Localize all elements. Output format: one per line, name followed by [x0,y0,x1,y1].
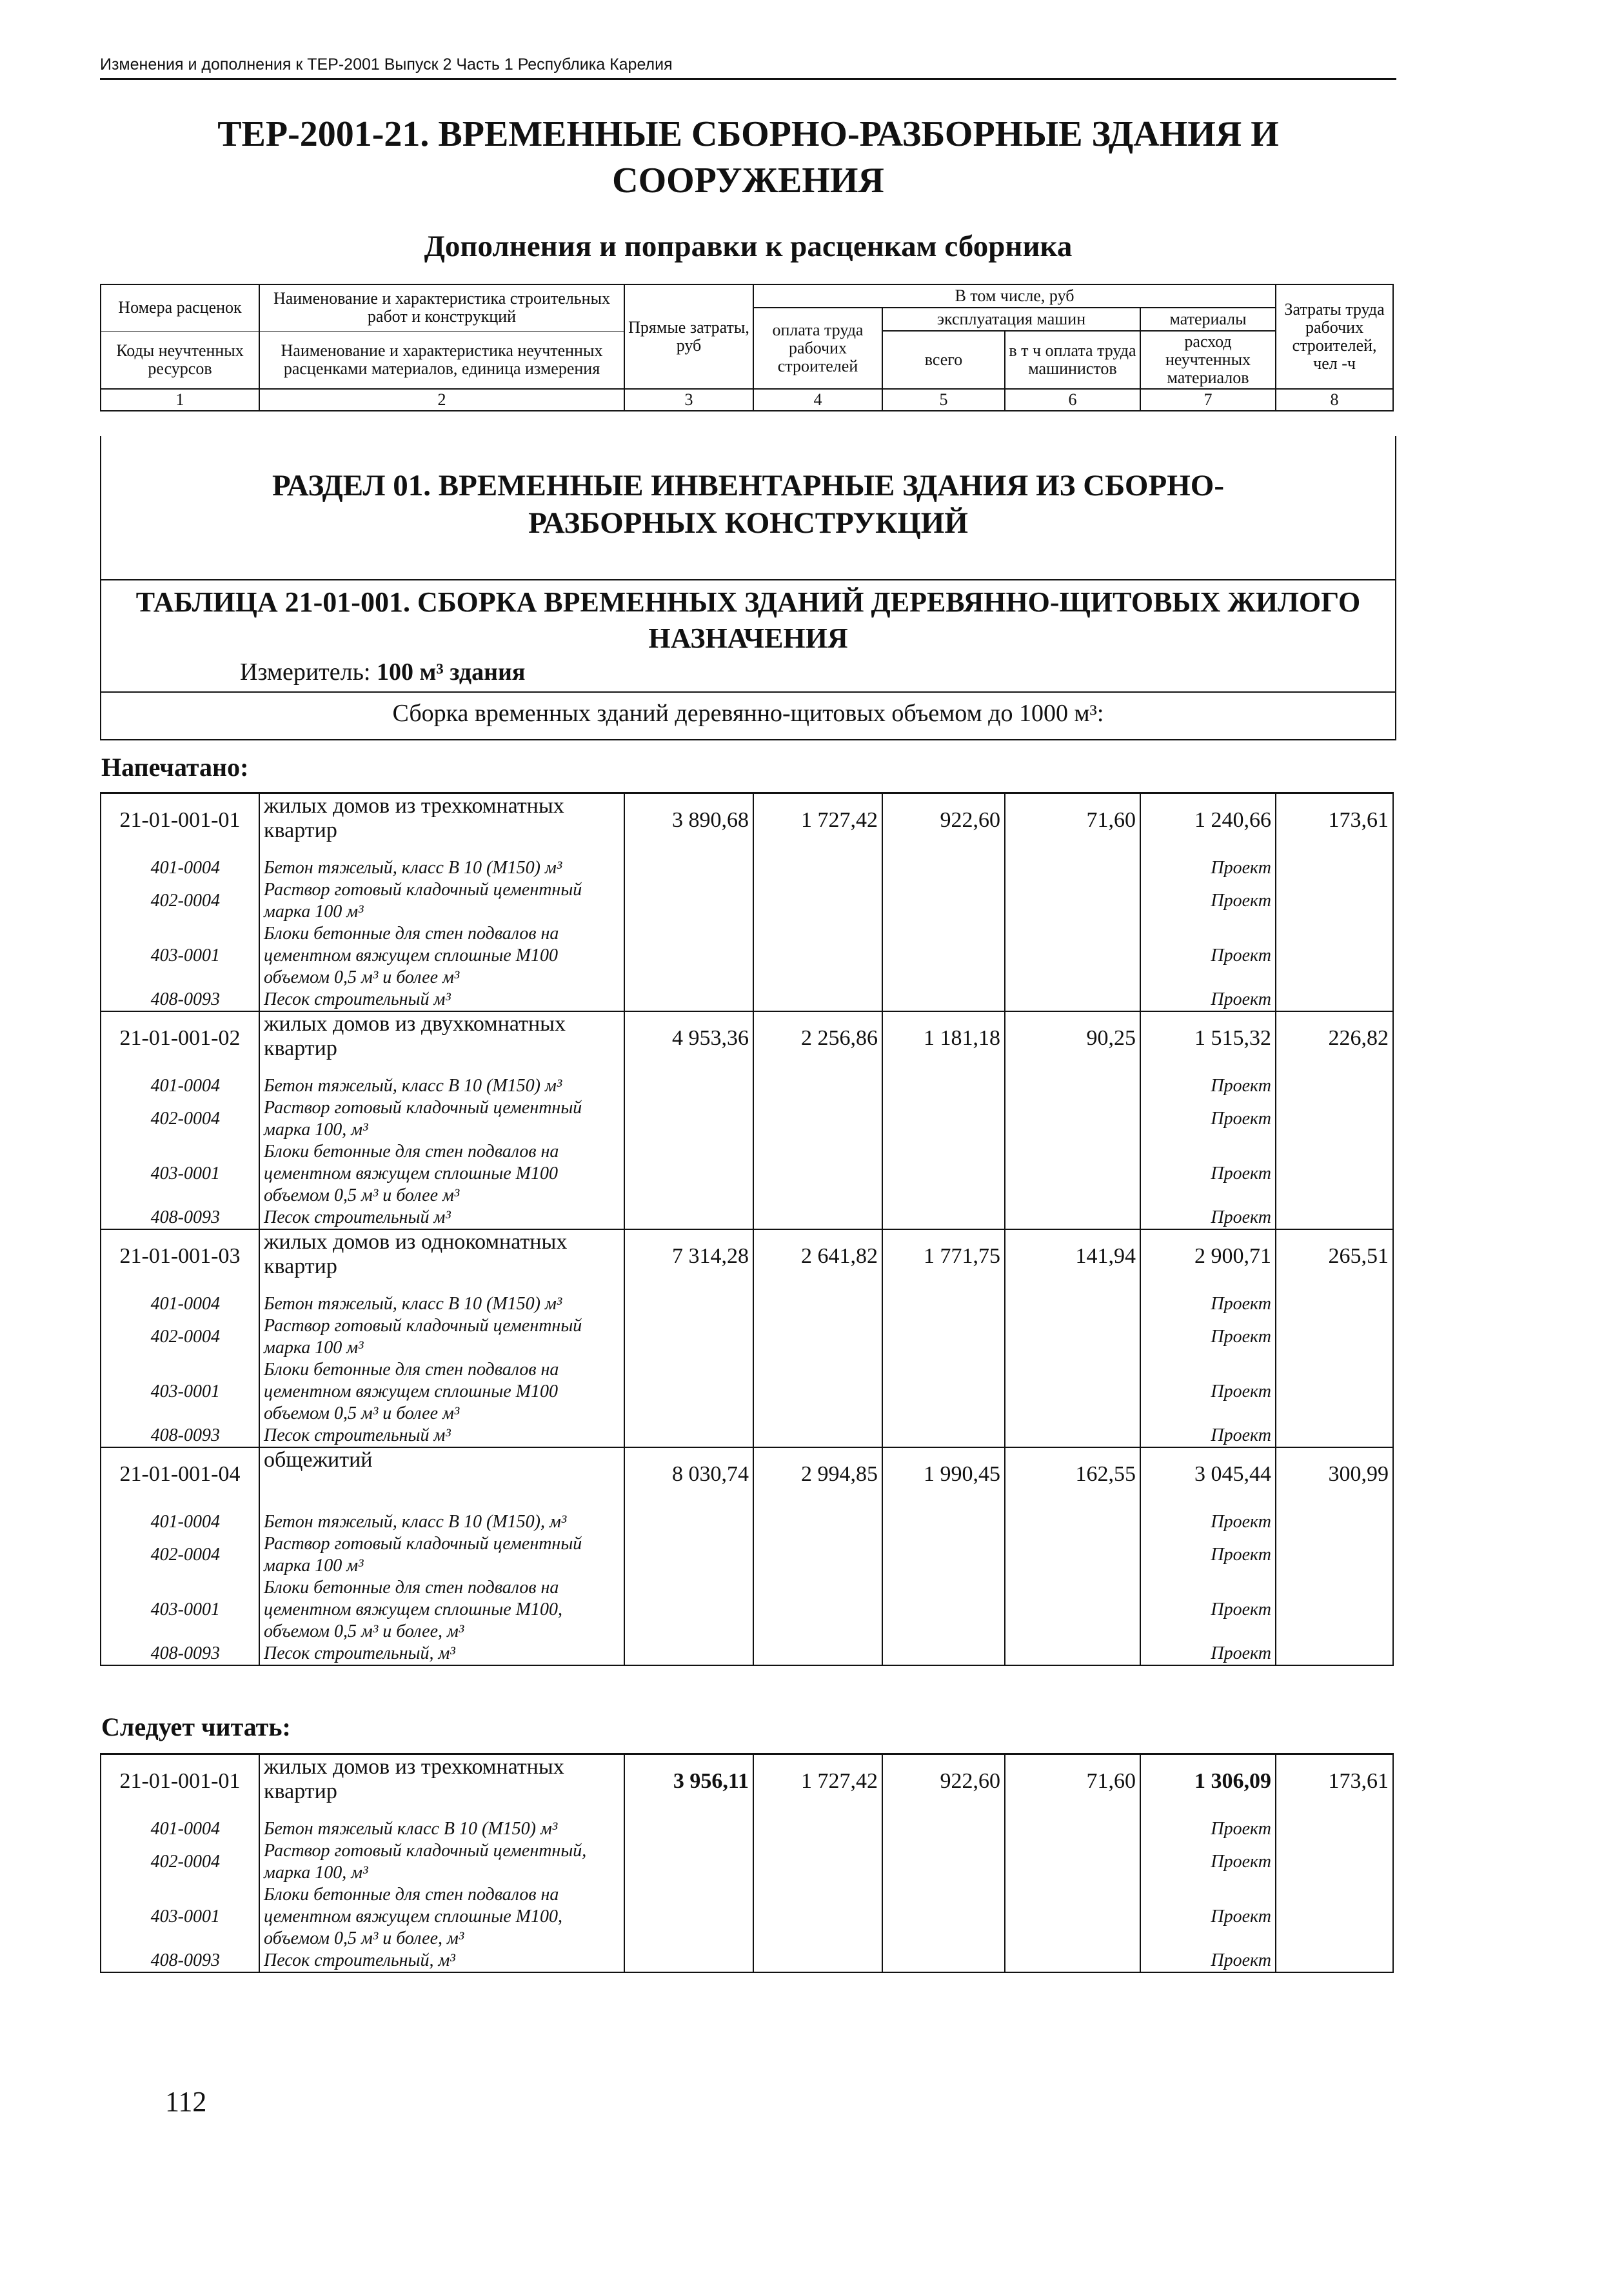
direct-cost: 3 890,68 [624,793,753,858]
empty-cell [753,879,882,923]
empty-cell [624,1315,753,1359]
resource-row [101,1884,1393,1950]
title-line-2: СООРУЖЕНИЯ [612,161,884,201]
resource-row [101,989,1393,1011]
machinists-cost: 141,94 [1005,1229,1140,1293]
rate-name: общежитий [259,1447,624,1511]
resource-code: 401-0004 [101,857,259,879]
resource-name: Блоки бетонные для стен подвалов на цементном вяжущем сплошные М100, объемом 0,5 м³ и более, м³ [259,1884,624,1950]
empty-cell [753,1359,882,1425]
resource-row [101,1643,1393,1665]
column-header-table [100,284,1394,411]
materials-cost: 1 306,09 [1140,1754,1276,1819]
resource-name: Блоки бетонные для стен подвалов на цементном вяжущем сплошные М100 объемом 0,5 м³ и более м³ [259,923,624,989]
empty-cell [1276,1884,1393,1950]
rate-name: жилых домов из трехкомнатных квартир [259,1754,624,1819]
resource-note: Проект [1140,1511,1276,1533]
empty-cell [882,1359,1005,1425]
empty-cell [753,923,882,989]
labor-hours: 226,82 [1276,1011,1393,1075]
empty-cell [1276,1950,1393,1972]
empty-cell [1005,1315,1140,1359]
printed-rates-table [100,792,1394,1666]
empty-cell [753,1511,882,1533]
resource-row [101,1533,1393,1577]
empty-cell [1276,1840,1393,1884]
empty-cell [1005,1818,1140,1840]
col-number: 8 [1276,389,1393,411]
header-col6: в т ч оплата труда машинистов [1005,331,1140,389]
header-col5: всего [882,331,1005,389]
empty-cell [1276,1643,1393,1665]
machines-cost: 922,60 [882,793,1005,858]
resource-code: 403-0001 [101,1141,259,1207]
resource-note: Проект [1140,1315,1276,1359]
rate-code: 21-01-001-01 [101,793,259,858]
empty-cell [1005,1097,1140,1141]
resource-note: Проект [1140,1884,1276,1950]
empty-cell [882,1141,1005,1207]
empty-cell [1005,1840,1140,1884]
table-heading: ТАБЛИЦА 21-01-001. СБОРКА ВРЕМЕННЫХ ЗДАНИЙ ДЕРЕВЯННО-ЩИТОВЫХ ЖИЛОГО НАЗНАЧЕНИЯ [135,586,1361,654]
empty-cell [624,1359,753,1425]
empty-cell [1005,1884,1140,1950]
empty-cell [1276,923,1393,989]
empty-cell [882,1075,1005,1097]
empty-cell [1276,1141,1393,1207]
empty-cell [1005,1293,1140,1315]
direct-cost: 8 030,74 [624,1447,753,1511]
empty-cell [882,1097,1005,1141]
empty-cell [1276,1075,1393,1097]
empty-cell [1005,1425,1140,1447]
resource-name: Песок строительный, м³ [259,1643,624,1665]
resource-row [101,1818,1393,1840]
empty-cell [753,1315,882,1359]
empty-cell [1276,857,1393,879]
empty-cell [753,1293,882,1315]
rate-name: жилых домов из однокомнатных квартир [259,1229,624,1293]
resource-note: Проект [1140,1577,1276,1643]
resource-name: Песок строительный м³ [259,1425,624,1447]
empty-cell [753,1840,882,1884]
col-number: 1 [101,389,259,411]
empty-cell [882,1577,1005,1643]
empty-cell [624,1511,753,1533]
resource-name: Блоки бетонные для стен подвалов на цементном вяжущем сплошные М100, объемом 0,5 м³ и более, м³ [259,1577,624,1643]
resource-code: 408-0093 [101,989,259,1011]
header-col1-bottom: Коды неучтенных ресурсов [101,331,259,389]
rate-name: жилых домов из двухкомнатных квартир [259,1011,624,1075]
resource-row [101,1577,1393,1643]
empty-cell [882,1818,1005,1840]
rate-code: 21-01-001-04 [101,1447,259,1511]
resource-row [101,923,1393,989]
resource-code: 401-0004 [101,1511,259,1533]
header-group: В том числе, руб [753,284,1276,308]
empty-cell [1005,1643,1140,1665]
empty-cell [753,1577,882,1643]
empty-cell [624,923,753,989]
resource-code: 403-0001 [101,1359,259,1425]
labor-cost: 2 994,85 [753,1447,882,1511]
resource-name: Раствор готовый кладочный цементный марка 100 м³ [259,1315,624,1359]
empty-cell [624,1207,753,1229]
resource-note: Проект [1140,1425,1276,1447]
empty-cell [753,1207,882,1229]
empty-cell [753,857,882,879]
resource-name: Песок строительный, м³ [259,1950,624,1972]
resource-note: Проект [1140,1359,1276,1425]
resource-name: Раствор готовый кладочный цементный марка 100 м³ [259,1533,624,1577]
resource-code: 402-0004 [101,1533,259,1577]
empty-cell [624,1097,753,1141]
empty-cell [1276,1207,1393,1229]
resource-row [101,1293,1393,1315]
resource-note: Проект [1140,1293,1276,1315]
direct-cost: 3 956,11 [624,1754,753,1819]
title-line-1: ТЕР-2001-21. ВРЕМЕННЫЕ СБОРНО-РАЗБОРНЫЕ ЗДАНИЯ И [217,114,1279,154]
resource-code: 402-0004 [101,1315,259,1359]
running-header: Изменения и дополнения к ТЕР-2001 Выпуск 2 Часть 1 Республика Карелия [100,55,1396,80]
header-col3: Прямые затраты, руб [624,284,753,389]
empty-cell [1276,1359,1393,1425]
labor-hours: 173,61 [1276,1754,1393,1819]
empty-cell [1005,989,1140,1011]
labor-cost: 1 727,42 [753,1754,882,1819]
resource-note: Проект [1140,1097,1276,1141]
resource-name: Песок строительный м³ [259,1207,624,1229]
machinists-cost: 90,25 [1005,1011,1140,1075]
resource-code: 403-0001 [101,1577,259,1643]
rate-code: 21-01-001-03 [101,1229,259,1293]
resource-note: Проект [1140,1533,1276,1577]
col-number: 2 [259,389,624,411]
resource-name: Блоки бетонные для стен подвалов на цементном вяжущем сплошные М100 объемом 0,5 м³ и более м³ [259,1141,624,1207]
resource-code: 403-0001 [101,923,259,989]
resource-name: Бетон тяжелый, класс В 10 (М150), м³ [259,1511,624,1533]
machines-cost: 1 181,18 [882,1011,1005,1075]
resource-row [101,1315,1393,1359]
header-col4: оплата труда рабочих строителей [753,308,882,389]
resource-note: Проект [1140,989,1276,1011]
empty-cell [882,989,1005,1011]
header-col8: Затраты труда рабочих строителей, чел -ч [1276,284,1393,389]
header-col2-bottom: Наименование и характеристика неучтенных расценками материалов, единица измерения [259,331,624,389]
direct-cost: 4 953,36 [624,1011,753,1075]
resource-code: 408-0093 [101,1207,259,1229]
header-col2-top: Наименование и характеристика строительных работ и конструкций [259,284,624,331]
direct-cost: 7 314,28 [624,1229,753,1293]
unit-value: 100 м³ здания [377,659,526,686]
unit-label: Измеритель: [240,659,371,686]
empty-cell [753,1950,882,1972]
section-block [100,436,1396,740]
empty-cell [624,1075,753,1097]
empty-cell [624,1425,753,1447]
empty-cell [1005,857,1140,879]
resource-code: 408-0093 [101,1950,259,1972]
corrected-rates-table [100,1753,1394,1973]
resource-note: Проект [1140,1643,1276,1665]
empty-cell [753,1818,882,1840]
rate-name: жилых домов из трехкомнатных квартир [259,793,624,858]
empty-cell [1276,1533,1393,1577]
empty-cell [882,1884,1005,1950]
resource-name: Бетон тяжелый, класс В 10 (М150) м³ [259,1075,624,1097]
empty-cell [753,1425,882,1447]
machinists-cost: 71,60 [1005,1754,1140,1819]
resource-row [101,879,1393,923]
rate-row [101,1229,1393,1293]
resource-name: Бетон тяжелый класс В 10 (М150) м³ [259,1818,624,1840]
resource-note: Проект [1140,1141,1276,1207]
resource-row [101,1511,1393,1533]
machines-cost: 922,60 [882,1754,1005,1819]
subtitle: Дополнения и поправки к расценкам сборника [424,230,1073,263]
resource-note: Проект [1140,1075,1276,1097]
empty-cell [1005,879,1140,923]
resource-code: 401-0004 [101,1075,259,1097]
resource-note: Проект [1140,857,1276,879]
empty-cell [1276,1315,1393,1359]
materials-cost: 1 515,32 [1140,1011,1276,1075]
resource-row [101,1359,1393,1425]
empty-cell [1005,923,1140,989]
resource-note: Проект [1140,1950,1276,1972]
empty-cell [1276,1818,1393,1840]
resource-code: 403-0001 [101,1884,259,1950]
empty-cell [882,1643,1005,1665]
header-machines: эксплуатация машин [882,308,1140,331]
empty-cell [753,1643,882,1665]
empty-cell [1005,1950,1140,1972]
resource-row [101,1207,1393,1229]
resource-code: 408-0093 [101,1425,259,1447]
labor-hours: 300,99 [1276,1447,1393,1511]
materials-cost: 1 240,66 [1140,793,1276,858]
empty-cell [882,1425,1005,1447]
empty-cell [624,1293,753,1315]
resource-row [101,857,1393,879]
materials-cost: 3 045,44 [1140,1447,1276,1511]
resource-code: 408-0093 [101,1643,259,1665]
empty-cell [1276,879,1393,923]
empty-cell [882,923,1005,989]
empty-cell [624,1141,753,1207]
empty-cell [1005,1577,1140,1643]
empty-cell [1005,1141,1140,1207]
empty-cell [882,1293,1005,1315]
resource-row [101,1425,1393,1447]
empty-cell [753,989,882,1011]
empty-cell [882,1533,1005,1577]
labor-cost: 2 641,82 [753,1229,882,1293]
rate-row [101,793,1393,858]
labor-cost: 2 256,86 [753,1011,882,1075]
work-group-heading: Сборка временных зданий деревянно-щитовых объемом до 1000 м³: [392,700,1104,727]
rate-code: 21-01-001-01 [101,1754,259,1819]
empty-cell [882,857,1005,879]
empty-cell [882,1840,1005,1884]
empty-cell [1276,989,1393,1011]
empty-cell [1276,1097,1393,1141]
empty-cell [753,1533,882,1577]
resource-name: Раствор готовый кладочный цементный марка 100, м³ [259,1097,624,1141]
resource-note: Проект [1140,1207,1276,1229]
empty-cell [1276,1425,1393,1447]
page-number: 112 [165,2086,207,2117]
empty-cell [882,1511,1005,1533]
divider [101,579,1395,580]
printed-label: Напечатано: [101,753,249,782]
divider [101,691,1395,693]
page-title [100,111,1396,204]
empty-cell [1276,1577,1393,1643]
resource-name: Раствор готовый кладочный цементный марка 100 м³ [259,879,624,923]
empty-cell [624,1840,753,1884]
machinists-cost: 162,55 [1005,1447,1140,1511]
col-number: 3 [624,389,753,411]
resource-name: Бетон тяжелый, класс В 10 (М150) м³ [259,857,624,879]
labor-cost: 1 727,42 [753,793,882,858]
unit-of-measure [240,658,525,686]
empty-cell [882,1315,1005,1359]
resource-name: Песок строительный м³ [259,989,624,1011]
empty-cell [624,1533,753,1577]
materials-cost: 2 900,71 [1140,1229,1276,1293]
empty-cell [753,1097,882,1141]
should-read-label: Следует читать: [101,1712,291,1741]
resource-row [101,1840,1393,1884]
labor-hours: 265,51 [1276,1229,1393,1293]
empty-cell [624,989,753,1011]
resource-row [101,1141,1393,1207]
resource-code: 402-0004 [101,879,259,923]
machines-cost: 1 771,75 [882,1229,1005,1293]
machines-cost: 1 990,45 [882,1447,1005,1511]
empty-cell [624,1577,753,1643]
resource-name: Раствор готовый кладочный цементный, марка 100, м³ [259,1840,624,1884]
empty-cell [624,1818,753,1840]
resource-code: 402-0004 [101,1840,259,1884]
header-materials: материалы [1140,308,1276,331]
empty-cell [753,1884,882,1950]
col-number: 7 [1140,389,1276,411]
resource-row [101,1950,1393,1972]
section-heading: РАЗДЕЛ 01. ВРЕМЕННЫЕ ИНВЕНТАРНЫЕ ЗДАНИЯ ИЗ СБОРНО-РАЗБОРНЫХ КОНСТРУКЦИЙ [272,469,1224,540]
empty-cell [1276,1293,1393,1315]
rate-row [101,1754,1393,1819]
empty-cell [882,879,1005,923]
resource-code: 401-0004 [101,1293,259,1315]
empty-cell [753,1141,882,1207]
empty-cell [1005,1075,1140,1097]
col-number: 4 [753,389,882,411]
labor-hours: 173,61 [1276,793,1393,858]
resource-note: Проект [1140,923,1276,989]
empty-cell [624,1884,753,1950]
col-number: 6 [1005,389,1140,411]
empty-cell [1276,1511,1393,1533]
empty-cell [1005,1511,1140,1533]
empty-cell [882,1950,1005,1972]
header-col1-top: Номера расценок [101,284,259,331]
resource-row [101,1097,1393,1141]
empty-cell [882,1207,1005,1229]
empty-cell [1005,1359,1140,1425]
machinists-cost: 71,60 [1005,793,1140,858]
empty-cell [624,879,753,923]
resource-name: Блоки бетонные для стен подвалов на цементном вяжущем сплошные М100 объемом 0,5 м³ и более м³ [259,1359,624,1425]
resource-row [101,1075,1393,1097]
empty-cell [624,1643,753,1665]
empty-cell [624,857,753,879]
rate-code: 21-01-001-02 [101,1011,259,1075]
empty-cell [753,1075,882,1097]
empty-cell [624,1950,753,1972]
resource-code: 402-0004 [101,1097,259,1141]
resource-note: Проект [1140,1840,1276,1884]
resource-code: 401-0004 [101,1818,259,1840]
header-col7: расход неучтенных материалов [1140,331,1276,389]
resource-name: Бетон тяжелый, класс В 10 (М150) м³ [259,1293,624,1315]
empty-cell [1005,1533,1140,1577]
resource-note: Проект [1140,1818,1276,1840]
empty-cell [1005,1207,1140,1229]
col-number: 5 [882,389,1005,411]
rate-row [101,1447,1393,1511]
rate-row [101,1011,1393,1075]
resource-note: Проект [1140,879,1276,923]
